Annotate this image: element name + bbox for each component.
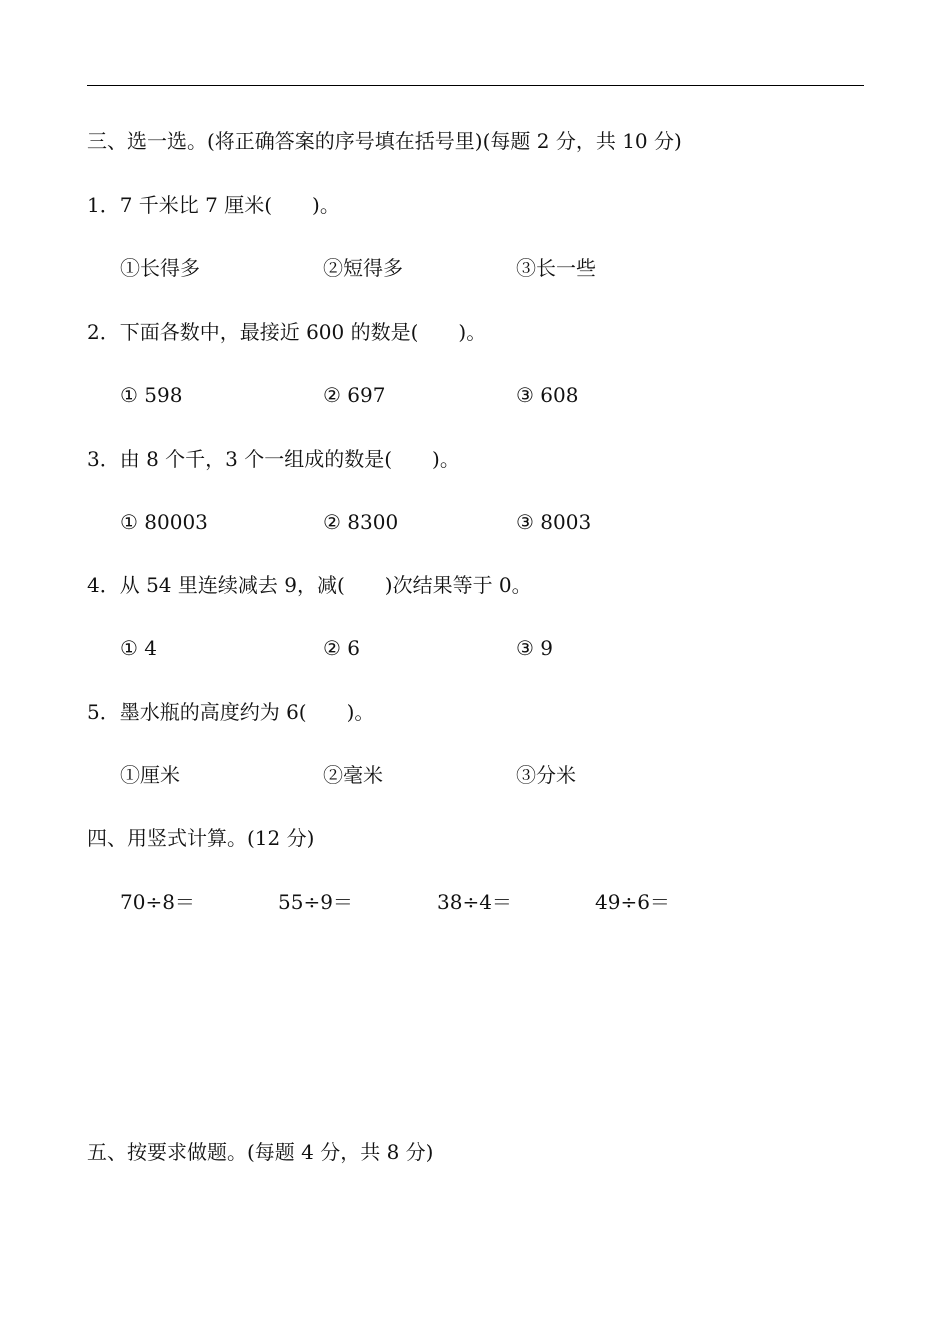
division-problem-4: 49÷6＝ bbox=[595, 890, 670, 914]
question-2-option-1: ① 598 bbox=[120, 383, 183, 407]
question-5-text: 5．墨水瓶的高度约为 6( )。 bbox=[87, 700, 375, 724]
section-4-heading: 四、用竖式计算。(12 分) bbox=[87, 826, 315, 850]
question-5-option-2: ②毫米 bbox=[323, 763, 383, 787]
question-2-option-3: ③ 608 bbox=[516, 383, 579, 407]
question-3-text: 3．由 8 个千，3 个一组成的数是( )。 bbox=[87, 447, 460, 471]
question-1-option-3: ③长一些 bbox=[516, 256, 596, 280]
division-problem-1: 70÷8＝ bbox=[120, 890, 195, 914]
question-5-option-1: ①厘米 bbox=[120, 763, 180, 787]
question-4-text: 4．从 54 里连续减去 9，减( )次结果等于 0。 bbox=[87, 573, 532, 597]
question-1-text: 1．7 千米比 7 厘米( )。 bbox=[87, 193, 340, 217]
division-problem-2: 55÷9＝ bbox=[278, 890, 353, 914]
section-3-heading: 三、选一选。(将正确答案的序号填在括号里)(每题 2 分，共 10 分) bbox=[87, 129, 682, 153]
top-rule bbox=[87, 85, 864, 86]
question-3-option-3: ③ 8003 bbox=[516, 510, 592, 534]
question-4-option-2: ② 6 bbox=[323, 636, 361, 660]
question-4-option-3: ③ 9 bbox=[516, 636, 554, 660]
question-1-option-1: ①长得多 bbox=[120, 256, 200, 280]
division-problem-3: 38÷4＝ bbox=[437, 890, 512, 914]
question-4-option-1: ① 4 bbox=[120, 636, 158, 660]
question-3-option-1: ① 80003 bbox=[120, 510, 208, 534]
question-2-text: 2．下面各数中，最接近 600 的数是( )。 bbox=[87, 320, 487, 344]
question-2-option-2: ② 697 bbox=[323, 383, 386, 407]
section-5-heading: 五、按要求做题。(每题 4 分，共 8 分) bbox=[87, 1140, 434, 1164]
question-5-option-3: ③分米 bbox=[516, 763, 576, 787]
question-3-option-2: ② 8300 bbox=[323, 510, 399, 534]
question-1-option-2: ②短得多 bbox=[323, 256, 403, 280]
